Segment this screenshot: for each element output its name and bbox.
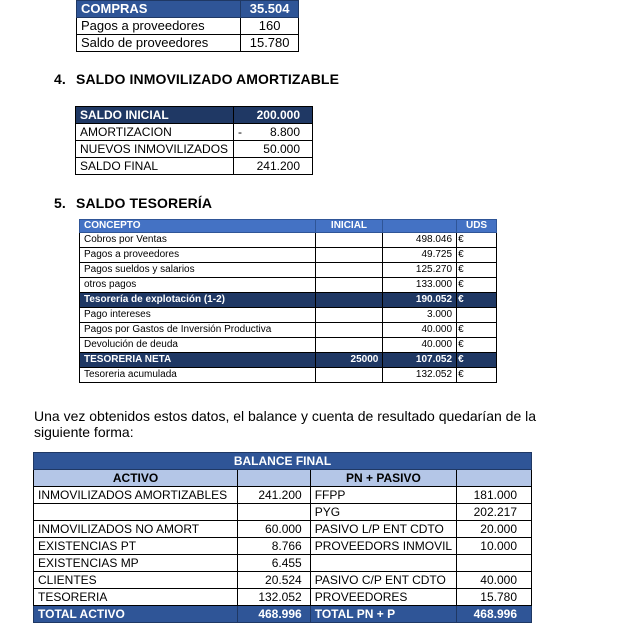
table-row (76, 158, 313, 175)
col-header-blank (238, 470, 311, 487)
unit-cell: € (457, 293, 497, 308)
table-row (80, 248, 497, 263)
activo-value: 8.766 (238, 538, 311, 555)
tesoreria-header-row (80, 220, 497, 233)
concepto-cell: Pago intereses (80, 308, 316, 323)
compras-header-row (77, 1, 299, 18)
pasivo-label: PYG (310, 504, 456, 521)
section-title: SALDO INMOVILIZADO AMORTIZABLE (76, 71, 340, 87)
compras-header-value: 35.504 (241, 1, 299, 18)
table-row (80, 368, 497, 383)
unit-cell: € (457, 248, 497, 263)
table-row (76, 124, 313, 141)
unit-cell: € (457, 338, 497, 353)
col-header-concepto: CONCEPTO (80, 220, 316, 233)
balance-body (34, 487, 532, 606)
col-header-blank (457, 470, 532, 487)
pasivo-value: 181.000 (457, 487, 532, 504)
amount-cell: 132.052 (383, 368, 457, 383)
unit-cell: € (457, 323, 497, 338)
amount-cell: 40.000 (383, 323, 457, 338)
pasivo-label: FFPP (310, 487, 456, 504)
activo-value: 20.524 (238, 572, 311, 589)
activo-value: 60.000 (238, 521, 311, 538)
concepto-cell: Tesoreria acumulada (80, 368, 316, 383)
amount-cell: 49.725 (383, 248, 457, 263)
table-row (34, 538, 532, 555)
pasivo-label (310, 555, 456, 572)
concepto-cell: TESORERIA NETA (80, 353, 316, 368)
table-row (34, 504, 532, 521)
activo-label: EXISTENCIAS MP (34, 555, 238, 572)
col-header-inicial: INICIAL (315, 220, 383, 233)
total-activo-value: 468.996 (238, 606, 311, 623)
amount-cell: 498.046 (383, 233, 457, 248)
pasivo-label: PROVEEDORES (310, 589, 456, 606)
table-row (34, 487, 532, 504)
table-row (80, 233, 497, 248)
table-row (34, 555, 532, 572)
table-row (77, 35, 299, 52)
concepto-cell: Pagos por Gastos de Inversión Productiva (80, 323, 316, 338)
pasivo-value (457, 555, 532, 572)
activo-label: EXISTENCIAS PT (34, 538, 238, 555)
concepto-cell: Tesorería de explotación (1-2) (80, 293, 316, 308)
inicial-cell (315, 278, 383, 293)
table-row (34, 572, 532, 589)
total-activo-label: TOTAL ACTIVO (34, 606, 238, 623)
table-row (80, 338, 497, 353)
concepto-cell: Pagos a proveedores (80, 248, 316, 263)
amount-cell: 125.270 (383, 263, 457, 278)
balance-total-row (34, 606, 532, 623)
table-row (80, 323, 497, 338)
pasivo-value: 15.780 (457, 589, 532, 606)
section-number: 4. (54, 71, 66, 87)
amount-cell: 40.000 (383, 338, 457, 353)
table-row (80, 353, 497, 368)
inmovilizado-table (75, 106, 313, 175)
section-number: 5. (54, 195, 66, 211)
compras-table (76, 0, 299, 52)
concepto-cell: Cobros por Ventas (80, 233, 316, 248)
inicial-cell (315, 323, 383, 338)
minus-sign: - (237, 125, 242, 139)
inmovilizado-row-value: 8.800 (269, 125, 300, 139)
amount-cell: 107.052 (383, 353, 457, 368)
pasivo-value: 202.217 (457, 504, 532, 521)
concepto-cell: Devolución de deuda (80, 338, 316, 353)
unit-cell: € (457, 233, 497, 248)
pasivo-value: 10.000 (457, 538, 532, 555)
inicial-cell (315, 263, 383, 278)
amount-cell: 190.052 (383, 293, 457, 308)
inicial-cell (315, 233, 383, 248)
inmovilizado-header-row (76, 107, 313, 124)
table-row (80, 308, 497, 323)
pasivo-label: PASIVO C/P ENT CDTO (310, 572, 456, 589)
col-header-activo: ACTIVO (34, 470, 238, 487)
table-row (34, 589, 532, 606)
inmovilizado-header-value: 200.000 (233, 107, 312, 124)
table-row (80, 293, 497, 308)
pasivo-label: PROVEEDORS INMOVIL (310, 538, 456, 555)
table-row (34, 521, 532, 538)
unit-cell: € (457, 353, 497, 368)
section-title: SALDO TESORERÍA (76, 195, 213, 211)
balance-title-row (34, 453, 532, 470)
inmovilizado-row-value: 241.200 (233, 158, 312, 175)
compras-row-value: 15.780 (241, 35, 299, 52)
summary-paragraph: Una vez obtenidos estos datos, el balance y cuenta de resultado quedarían de la siguiente forma: (34, 408, 537, 440)
compras-row-value: 160 (241, 18, 299, 35)
compras-row-label: Saldo de proveedores (77, 35, 241, 52)
section-5-heading (54, 195, 212, 211)
inmovilizado-row-label: SALDO FINAL (76, 158, 234, 175)
inmovilizado-row-label: AMORTIZACION (76, 124, 234, 141)
compras-row-label: Pagos a proveedores (77, 18, 241, 35)
amount-cell: 133.000 (383, 278, 457, 293)
table-row (80, 263, 497, 278)
inicial-cell: 25000 (315, 353, 383, 368)
compras-header-label: COMPRAS (77, 1, 241, 18)
balance-title: BALANCE FINAL (34, 453, 532, 470)
unit-cell (457, 308, 497, 323)
table-row (77, 18, 299, 35)
unit-cell: € (457, 368, 497, 383)
activo-value: 6.455 (238, 555, 311, 572)
tesoreria-body (80, 233, 497, 383)
unit-cell: € (457, 278, 497, 293)
balance-columns-row (34, 470, 532, 487)
concepto-cell: otros pagos (80, 278, 316, 293)
total-pasivo-value: 468.996 (457, 606, 532, 623)
col-header-blank (383, 220, 457, 233)
amount-cell: 3.000 (383, 308, 457, 323)
inmovilizado-row-value-cell (233, 124, 312, 141)
balance-table (33, 452, 532, 623)
inmovilizado-header-label: SALDO INICIAL (76, 107, 234, 124)
activo-value (238, 504, 311, 521)
activo-label: TESORERIA (34, 589, 238, 606)
activo-value: 241.200 (238, 487, 311, 504)
activo-label: INMOVILIZADOS NO AMORT (34, 521, 238, 538)
table-row (80, 278, 497, 293)
inicial-cell (315, 248, 383, 263)
section-4-heading (54, 71, 339, 87)
col-header-uds: UDS (457, 220, 497, 233)
unit-cell: € (457, 263, 497, 278)
activo-label: INMOVILIZADOS AMORTIZABLES (34, 487, 238, 504)
pasivo-value: 20.000 (457, 521, 532, 538)
inmovilizado-row-label: NUEVOS INMOVILIZADOS (76, 141, 234, 158)
inicial-cell (315, 368, 383, 383)
pasivo-value: 40.000 (457, 572, 532, 589)
col-header-pasivo: PN + PASIVO (310, 470, 456, 487)
table-row (76, 141, 313, 158)
concepto-cell: Pagos sueldos y salarios (80, 263, 316, 278)
activo-value: 132.052 (238, 589, 311, 606)
inmovilizado-row-value: 50.000 (233, 141, 312, 158)
inicial-cell (315, 293, 383, 308)
total-pasivo-label: TOTAL PN + P (310, 606, 456, 623)
pasivo-label: PASIVO L/P ENT CDTO (310, 521, 456, 538)
activo-label: CLIENTES (34, 572, 238, 589)
tesoreria-table (79, 219, 497, 383)
activo-label (34, 504, 238, 521)
inicial-cell (315, 338, 383, 353)
inicial-cell (315, 308, 383, 323)
